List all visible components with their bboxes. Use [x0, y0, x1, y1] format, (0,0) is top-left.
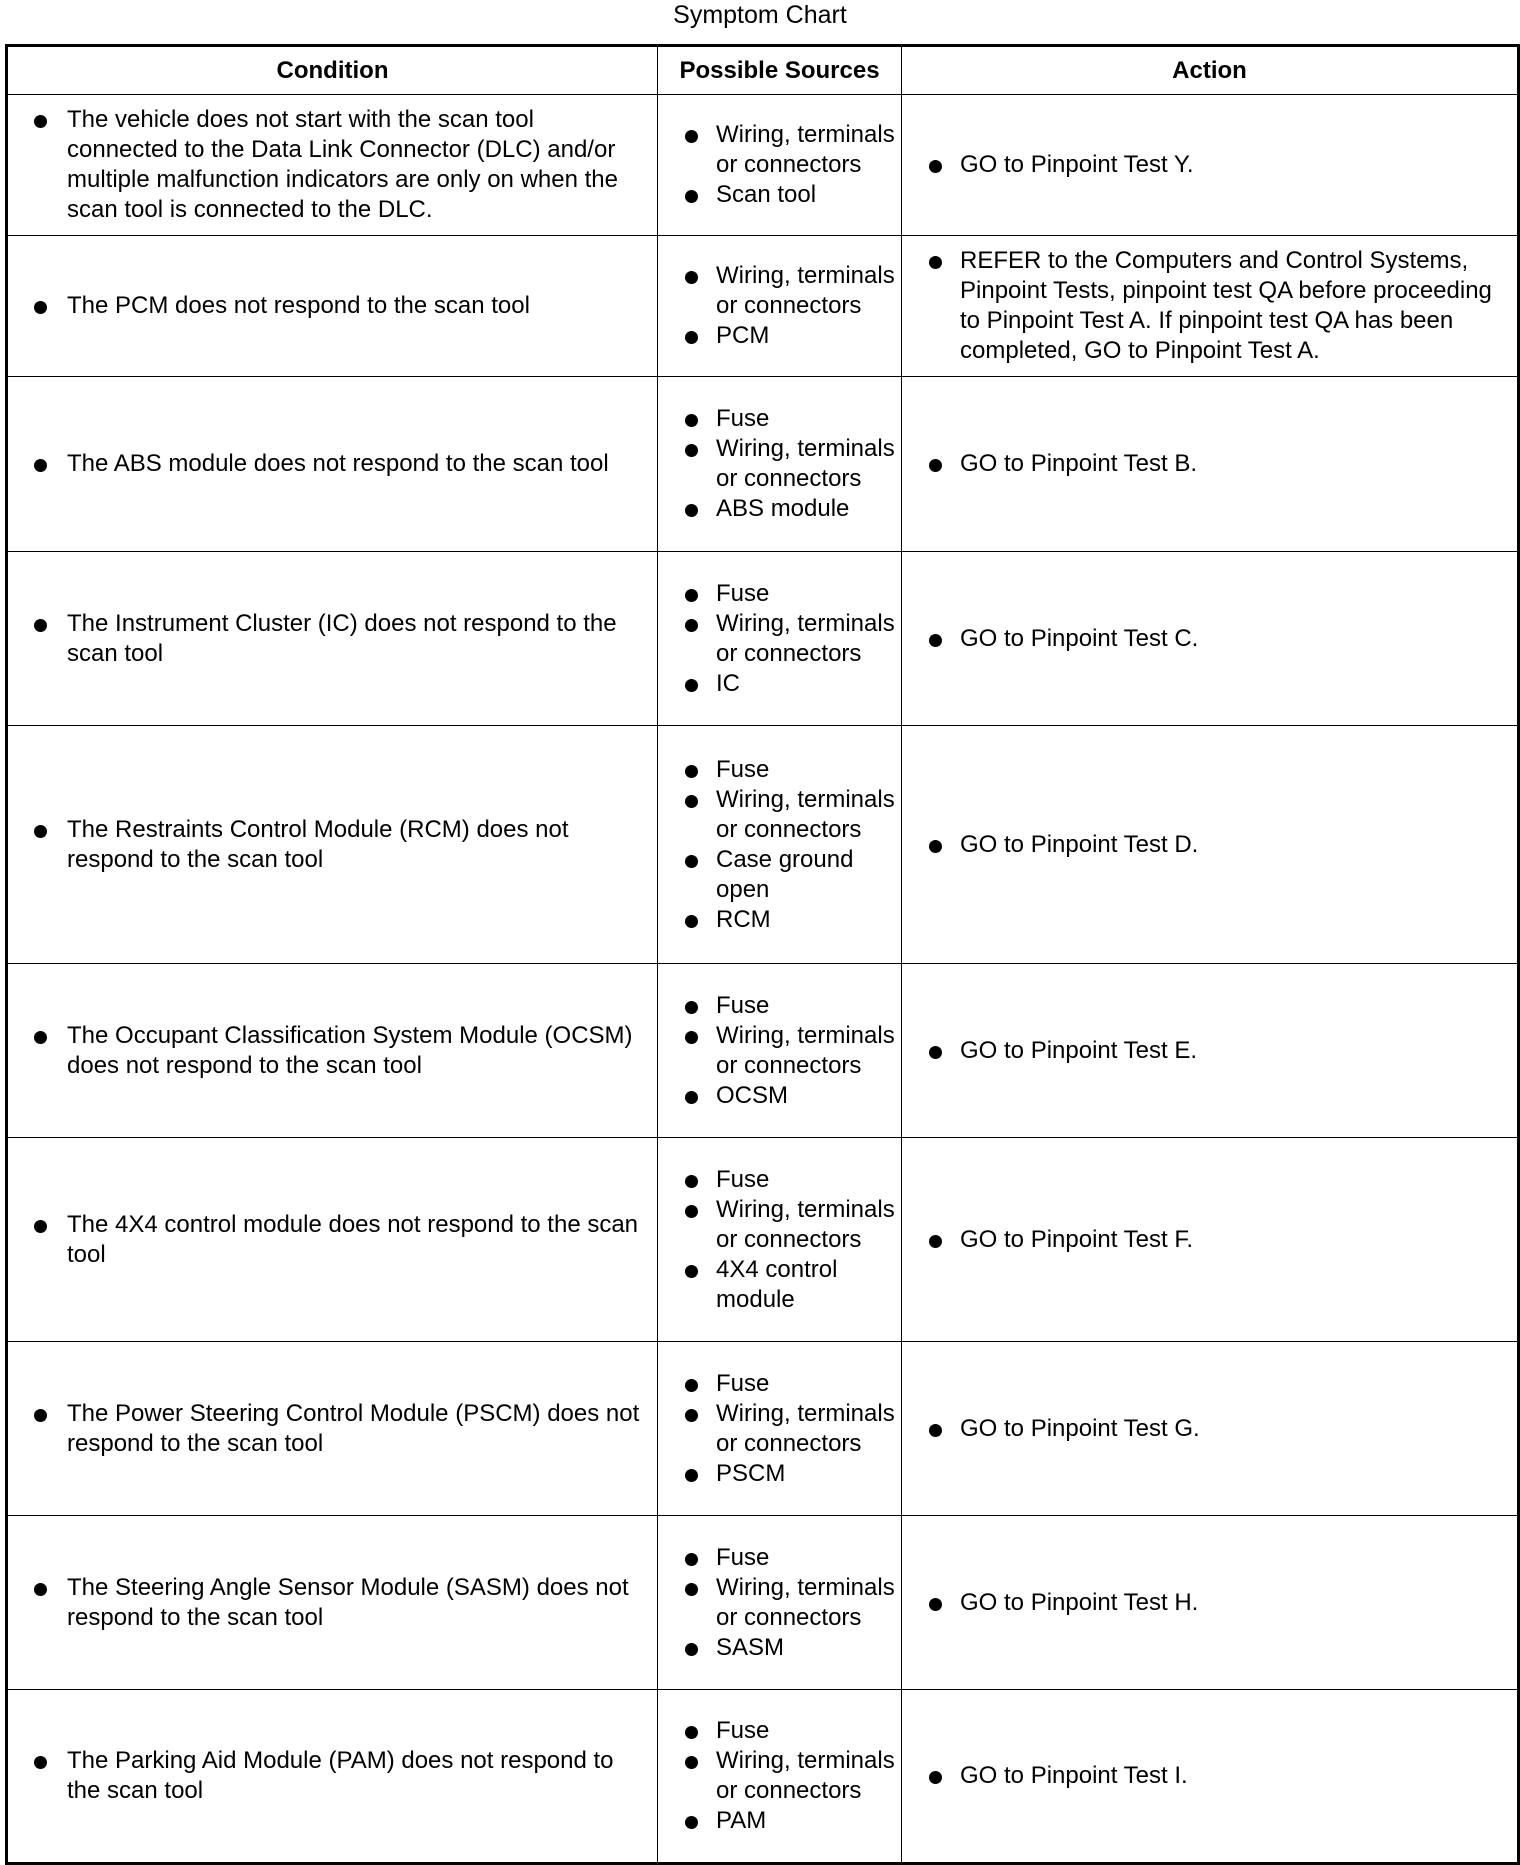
source-item: Wiring, terminals or connectors	[658, 785, 901, 845]
source-item: RCM	[658, 905, 901, 935]
condition-text: The PCM does not respond to the scan tool	[8, 291, 657, 321]
source-item: Scan tool	[658, 180, 901, 210]
source-item: Case ground open	[658, 845, 901, 905]
source-item: Wiring, terminals or connectors	[658, 1195, 901, 1255]
sources-cell	[658, 1516, 902, 1690]
source-item: OCSM	[658, 1081, 901, 1111]
condition-cell	[7, 1690, 658, 1864]
action-text: GO to Pinpoint Test H.	[902, 1588, 1517, 1618]
source-item: Fuse	[658, 1369, 901, 1399]
condition-text: The Parking Aid Module (PAM) does not respond to the scan tool	[8, 1746, 657, 1806]
condition-cell	[7, 377, 658, 552]
action-cell	[902, 726, 1519, 964]
table-row	[7, 1516, 1519, 1690]
action-text: GO to Pinpoint Test C.	[902, 624, 1517, 654]
condition-text: The Steering Angle Sensor Module (SASM) does not respond to the scan tool	[8, 1573, 657, 1633]
source-item: PCM	[658, 321, 901, 351]
condition-cell	[7, 1342, 658, 1516]
sources-cell	[658, 726, 902, 964]
table-row	[7, 964, 1519, 1138]
condition-text: The Occupant Classification System Module (OCSM) does not respond to the scan tool	[8, 1021, 657, 1081]
condition-text: The vehicle does not start with the scan tool connected to the Data Link Connector (DLC) and/or multiple malfunction indicators are only on when the scan tool is connected to the DLC.	[8, 105, 657, 225]
sources-cell	[658, 236, 902, 377]
table-row	[7, 726, 1519, 964]
sources-cell	[658, 1138, 902, 1342]
action-cell	[902, 1690, 1519, 1864]
source-item: PAM	[658, 1806, 901, 1836]
sources-cell	[658, 377, 902, 552]
condition-cell	[7, 552, 658, 726]
source-item: SASM	[658, 1633, 901, 1663]
column-header-possible-sources: Possible Sources	[658, 46, 902, 95]
action-text: GO to Pinpoint Test D.	[902, 830, 1517, 860]
chart-caption: Symptom Chart	[673, 1, 847, 29]
table-row	[7, 1342, 1519, 1516]
source-item: Fuse	[658, 755, 901, 785]
action-cell	[902, 1516, 1519, 1690]
action-cell	[902, 1342, 1519, 1516]
source-item: Fuse	[658, 1543, 901, 1573]
action-text: GO to Pinpoint Test B.	[902, 449, 1517, 479]
table-row	[7, 236, 1519, 377]
condition-text: The Power Steering Control Module (PSCM) does not respond to the scan tool	[8, 1399, 657, 1459]
condition-text: The ABS module does not respond to the scan tool	[8, 449, 657, 479]
source-item: 4X4 control module	[658, 1255, 901, 1315]
condition-cell	[7, 964, 658, 1138]
action-cell	[902, 1138, 1519, 1342]
action-text: GO to Pinpoint Test G.	[902, 1414, 1517, 1444]
header-row	[7, 46, 1519, 95]
source-item: Wiring, terminals or connectors	[658, 1399, 901, 1459]
column-header-condition: Condition	[7, 46, 658, 95]
table-row	[7, 1690, 1519, 1864]
symptom-chart-table	[5, 44, 1520, 1865]
sources-cell	[658, 552, 902, 726]
source-item: Fuse	[658, 404, 901, 434]
column-header-action: Action	[902, 46, 1519, 95]
action-cell	[902, 964, 1519, 1138]
condition-cell	[7, 1516, 658, 1690]
source-item: Fuse	[658, 1165, 901, 1195]
condition-text: The 4X4 control module does not respond to the scan tool	[8, 1210, 657, 1270]
source-item: Wiring, terminals or connectors	[658, 1573, 901, 1633]
source-item: Wiring, terminals or connectors	[658, 434, 901, 494]
condition-cell	[7, 726, 658, 964]
table-row	[7, 377, 1519, 552]
source-item: Wiring, terminals or connectors	[658, 261, 901, 321]
source-item: Fuse	[658, 1716, 901, 1746]
condition-text: The Restraints Control Module (RCM) does not respond to the scan tool	[8, 815, 657, 875]
action-text: REFER to the Computers and Control Systems, Pinpoint Tests, pinpoint test QA before proceeding to Pinpoint Test A. If pinpoint test QA has been completed, GO to Pinpoint Test A.	[902, 246, 1517, 366]
source-item: IC	[658, 669, 901, 699]
source-item: Fuse	[658, 579, 901, 609]
condition-cell	[7, 95, 658, 236]
source-item: Wiring, terminals or connectors	[658, 609, 901, 669]
table-row	[7, 95, 1519, 236]
table-row	[7, 1138, 1519, 1342]
sources-cell	[658, 95, 902, 236]
action-cell	[902, 95, 1519, 236]
source-item: Wiring, terminals or connectors	[658, 120, 901, 180]
action-cell	[902, 552, 1519, 726]
source-item: Wiring, terminals or connectors	[658, 1021, 901, 1081]
sources-cell	[658, 1690, 902, 1864]
sources-cell	[658, 1342, 902, 1516]
table-row	[7, 552, 1519, 726]
condition-text: The Instrument Cluster (IC) does not respond to the scan tool	[8, 609, 657, 669]
action-text: GO to Pinpoint Test F.	[902, 1225, 1517, 1255]
condition-cell	[7, 236, 658, 377]
source-item: ABS module	[658, 494, 901, 524]
condition-cell	[7, 1138, 658, 1342]
sources-cell	[658, 964, 902, 1138]
source-item: PSCM	[658, 1459, 901, 1489]
action-text: GO to Pinpoint Test I.	[902, 1761, 1517, 1791]
source-item: Fuse	[658, 991, 901, 1021]
action-text: GO to Pinpoint Test Y.	[902, 150, 1517, 180]
action-cell	[902, 236, 1519, 377]
action-cell	[902, 377, 1519, 552]
action-text: GO to Pinpoint Test E.	[902, 1036, 1517, 1066]
source-item: Wiring, terminals or connectors	[658, 1746, 901, 1806]
